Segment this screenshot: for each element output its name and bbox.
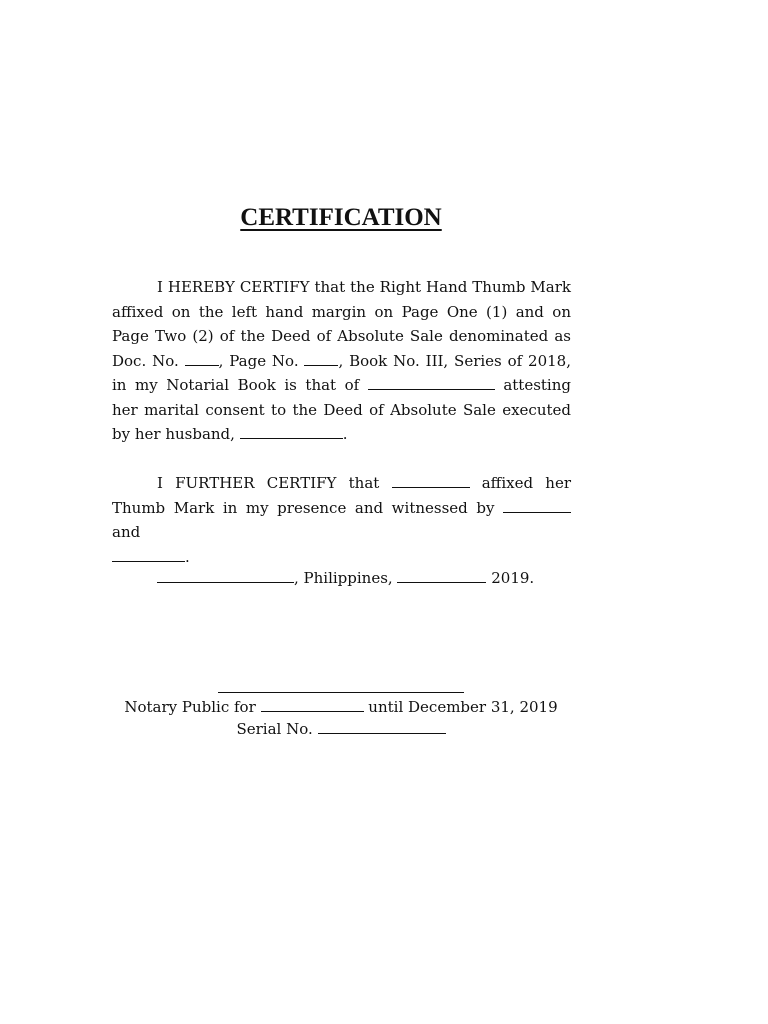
paragraph-1-text-b: , Page No. [218, 351, 305, 370]
serial-no-blank [318, 732, 446, 734]
serial-no-label: Serial No. [236, 720, 318, 738]
paragraph-2-text-c: and [112, 523, 141, 541]
paragraph-2-text-a: I FURTHER CERTIFY that [157, 474, 392, 492]
page-no-blank [304, 364, 338, 366]
document-title: CERTIFICATION [240, 204, 442, 231]
place-date-line [157, 566, 534, 591]
date-blank [397, 581, 486, 583]
witness-1-blank [503, 511, 571, 513]
certify-paragraph-2 [112, 471, 571, 569]
paragraph-1-text-d: attesting her marital consent to the Deed of Absolute Sale executed by her husband, [112, 376, 571, 443]
doc-no-blank [185, 364, 219, 366]
notary-block [0, 696, 682, 740]
paragraph-1-text-c: , Book No. III, Series of 2018, in my Notarial Book is that of [112, 351, 571, 394]
paragraph-2-text-d: . [185, 547, 190, 566]
notary-text-b: until December 31, 2019 [363, 698, 558, 716]
notary-public-line [0, 696, 682, 718]
paragraph-1-text-a: I HEREBY CERTIFY that the Right Hand Thumb Mark affixed on the left hand margin on Page One (1) and on Page Two (2) of the Deed of Absolute Sale denominated as Doc. No. [112, 278, 571, 370]
certify-paragraph-1 [112, 275, 571, 447]
signature-line [218, 692, 464, 693]
place-date-text-b: 2019. [486, 569, 535, 587]
witness-2-blank [112, 560, 185, 562]
paragraph-1-text-e: . [342, 425, 348, 443]
affiant-name-blank [392, 486, 470, 488]
place-blank [157, 581, 294, 583]
husband-name-blank [240, 437, 343, 439]
wife-name-blank [368, 388, 495, 390]
notary-location-blank [261, 710, 364, 712]
paragraph-2-text-b: affixed her Thumb Mark in my presence and witnessed by [112, 474, 571, 517]
place-date-text-a: , Philippines, [294, 569, 398, 587]
notary-text-a: Notary Public for [124, 698, 261, 716]
serial-no-line [0, 718, 682, 740]
